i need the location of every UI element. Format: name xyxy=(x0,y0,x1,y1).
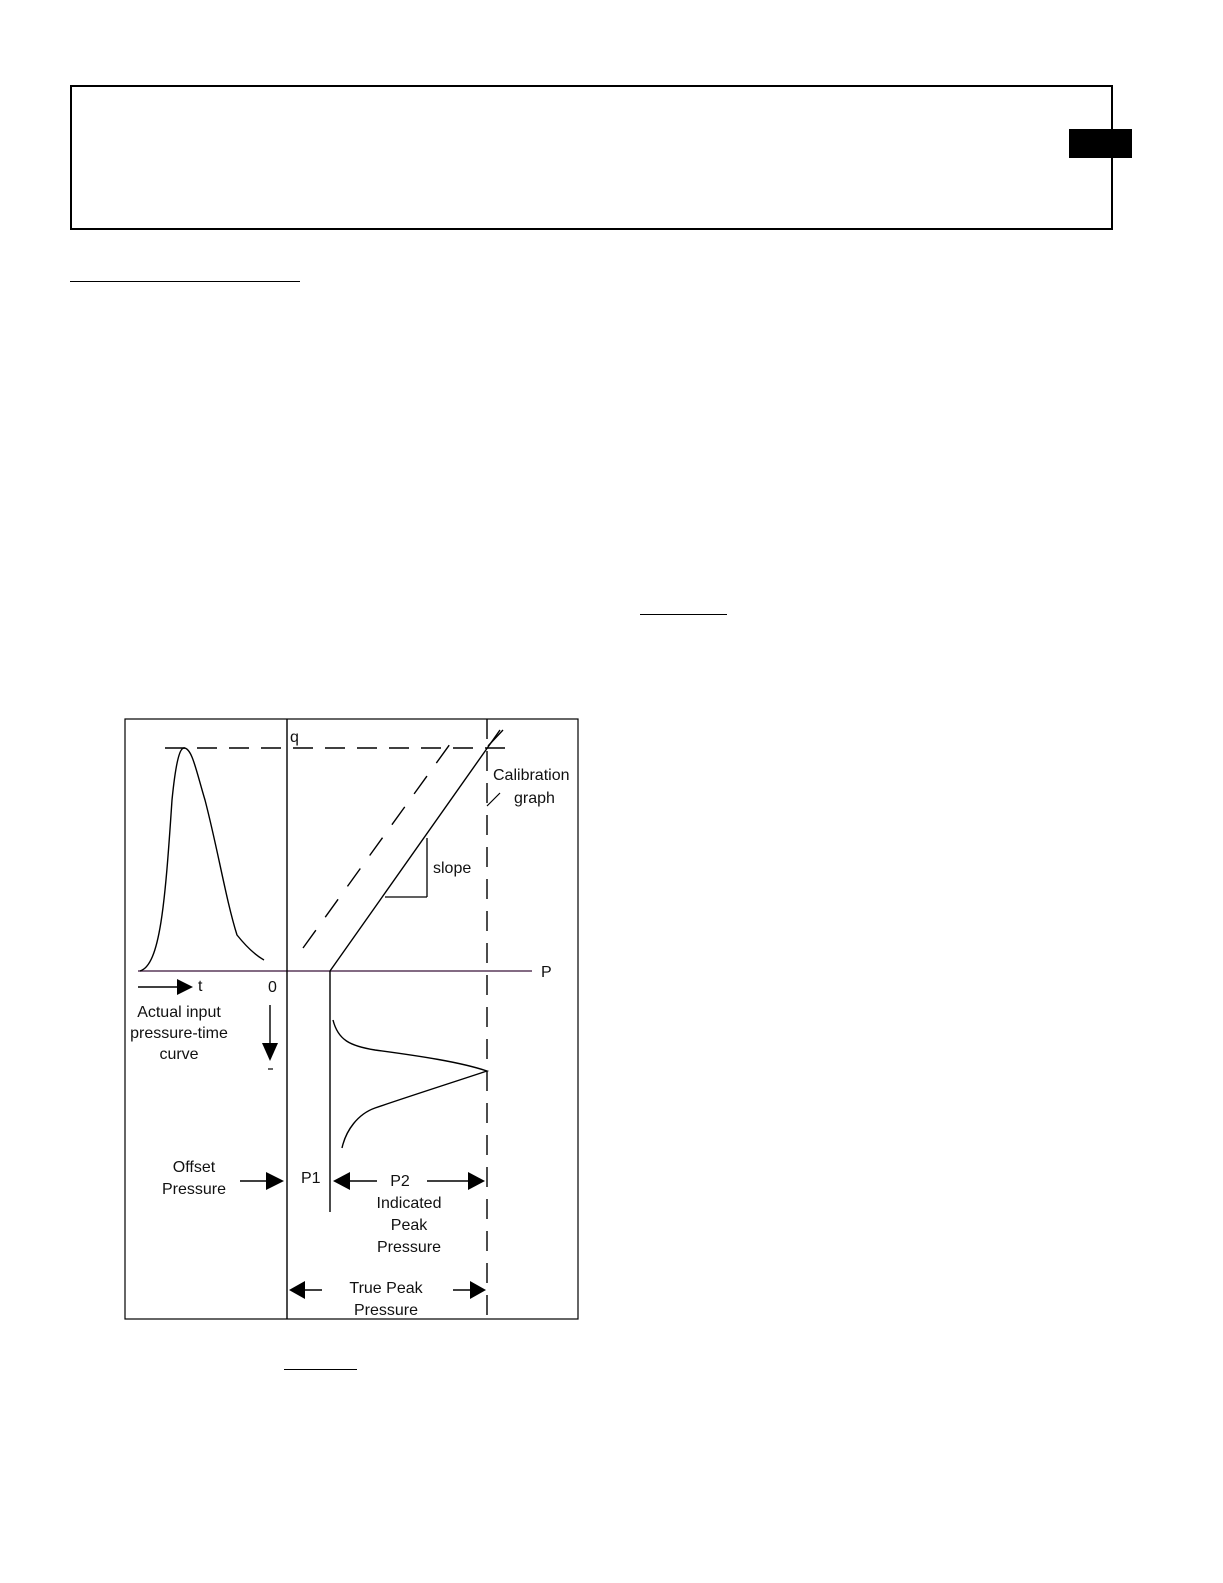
indicated-peak-label-line1: Indicated xyxy=(376,1195,442,1212)
indicated-peak-label-line2: Peak xyxy=(390,1217,428,1234)
calibration-pointer-line xyxy=(487,793,500,806)
actual-input-label-line3: curve xyxy=(159,1046,199,1063)
true-peak-label-line2: Pressure xyxy=(353,1302,419,1319)
q-label: q xyxy=(290,729,299,746)
true-peak-label-line1: True Peak xyxy=(349,1280,423,1297)
actual-input-label-line1: Actual input xyxy=(137,1004,221,1021)
p2-right-arrow-head xyxy=(468,1172,485,1190)
calibration-label-line1: Calibration xyxy=(493,767,570,784)
true-peak-left-arrow-head xyxy=(289,1281,305,1299)
true-peak-right-arrow-head xyxy=(470,1281,486,1299)
p1-label: P1 xyxy=(301,1170,321,1187)
zero-label: 0 xyxy=(268,979,277,996)
offset-arrow-head xyxy=(266,1172,284,1190)
slope-label: slope xyxy=(433,860,472,877)
input-pressure-curve xyxy=(140,748,264,971)
indicated-pressure-curve xyxy=(333,1020,487,1148)
offset-pressure-label-line1: Offset xyxy=(172,1159,216,1176)
down-arrow-head xyxy=(262,1043,278,1061)
calibration-line xyxy=(330,730,500,971)
offset-pressure-label-line2: Pressure xyxy=(161,1181,227,1198)
p2-label: P2 xyxy=(390,1173,410,1190)
t-axis-label: t xyxy=(198,978,203,995)
actual-input-label-line2: pressure-time xyxy=(130,1025,228,1042)
p2-left-arrow-head xyxy=(333,1172,350,1190)
indicated-peak-label-line3: Pressure xyxy=(376,1239,442,1256)
calibration-label-line2: graph xyxy=(514,790,555,807)
calibration-top-tick xyxy=(488,730,503,746)
t-axis-arrow-head xyxy=(177,979,193,995)
ideal-calibration-dashed-line xyxy=(303,733,458,948)
p-axis-label: P xyxy=(541,964,552,981)
